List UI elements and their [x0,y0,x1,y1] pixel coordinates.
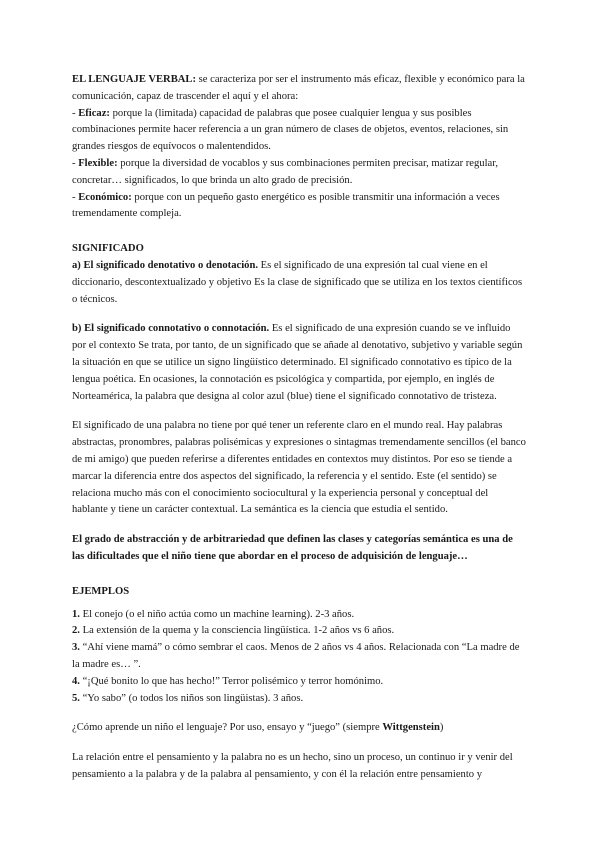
question-bold: Wittgenstein [382,722,440,734]
item-number: 2. [72,625,80,637]
item-number: 1. [72,608,80,620]
item-text: La extensión de la quema y la consciencia lingüística. 1-2 años vs 6 años. [79,625,395,637]
connotativo-label: b) El significado connotativo o connotación. [72,323,270,335]
significado-heading: SIGNIFICADO [72,243,144,255]
property-economico [72,190,526,224]
list-item [72,607,526,624]
property-label: Económico: [78,191,132,203]
property-text: porque con un pequeño gasto energético es posible transmitir una información a veces tremendamente compleja. [72,191,500,220]
item-number: 3. [72,642,80,654]
item-number: 5. [72,692,80,704]
denotativo-text: Es el significado de una expresión tal cual viene en el diccionario, descontextualizado y objetivo Es la clase de significado que se utiliza en los textos científicos o técnicos. [72,259,523,305]
ejemplos-heading: EJEMPLOS [72,585,130,597]
significado-denotativo [72,258,526,308]
property-eficaz [72,106,526,156]
denotativo-label: a) El significado denotativo o denotación. [72,259,258,271]
question-close: ) [439,722,444,734]
item-number: 4. [72,675,80,687]
property-label: Flexible: [78,157,118,169]
ejemplos-list [72,607,526,708]
list-item [72,674,526,691]
list-item [72,640,526,674]
intro-text: se caracteriza por ser el instrumento más eficaz, flexible y económico para la comunicación, capaz de trascender el aquí y el ahora: [72,74,525,102]
item-text: “Ahí viene mamá” o cómo sembrar el caos. Menos de 2 años vs 4 años. Relacionada con “La madre de la madre es… ”. [72,642,520,670]
item-text: “Yo sabo” (o todos los niños son lingüistas). 3 años. [79,692,304,704]
list-dash: - [72,157,79,169]
item-text: “¡Qué bonito lo que has hecho!” Terror polisémico y terror homónimo. [79,675,384,687]
list-item [72,623,526,640]
referencia-paragraph: El significado de una palabra no tiene por qué tener un referente claro en el mundo real. Hay palabras abstractas, pronombres, palabras polisémicas y expresiones o sintagmas tremendamente sencillos (el banco de mi amigo) que pueden referirse a diferentes entidades en contextos muy distintos. Por eso se tiende a marcar la diferencia entre dos aspectos del significado, la referencia y el sentido. Este (el sentido) se relaciona mucho más con el conocimiento sociocultural y la experiencia personal y conceptual del hablante y tiene un carácter contextual. La semántica es la ciencia que estudia el sentido. [72,420,526,516]
intro-title: EL LENGUAJE VERBAL: [72,74,197,85]
intro-paragraph [72,72,526,106]
list-dash: - [72,107,79,119]
abstraccion-paragraph: El grado de abstracción y de arbitrariedad que definen las clases y categorías semántica es una de las dificultades que el niño tiene que abordar en el proceso de adquisición de lenguaje… [72,534,513,562]
question-paragraph [72,720,526,737]
closing-paragraph: La relación entre el pensamiento y la palabra no es un hecho, sino un proceso, un continuo ir y venir del pensamiento a la palabra y de la palabra al pensamiento, y con él la relación entre pensamiento y [72,752,513,780]
list-dash: - [72,191,79,203]
item-text: El conejo (o el niño actúa como un machine learning). 2-3 años. [79,608,355,620]
property-text: porque la (limitada) capacidad de palabras que posee cualquier lengua y sus posibles combinaciones permite hacer referencia a un gran número de clases de objetos, eventos, relaciones, sin grandes riesgos de equívocos o malentendidos. [72,107,509,153]
list-item [72,691,526,708]
property-text: porque la diversidad de vocablos y sus combinaciones permiten precisar, matizar regular, concretar… significados, lo que brinda un alto grado de precisión. [72,157,499,186]
question-text: ¿Cómo aprende un niño el lenguaje? Por uso, ensayo y “juego” (siempre [72,722,383,734]
property-flexible [72,156,526,190]
significado-connotativo [72,321,526,405]
property-label: Eficaz: [78,107,110,119]
connotativo-text: Es el significado de una expresión cuando se ve influido por el contexto Se trata, por tanto, de un significado que se añade al denotativo, subjetivo y variable según la situación en que se utilice un signo lingüístico determinado. El significado connotativo es típico de la lengua poética. En ocasiones, la connotación es psicológica y compartida, por ejemplo, en inglés de Norteamérica, la palabra que designa al color azul (blue) tiene el significado connotativo de tristeza. [72,323,523,402]
